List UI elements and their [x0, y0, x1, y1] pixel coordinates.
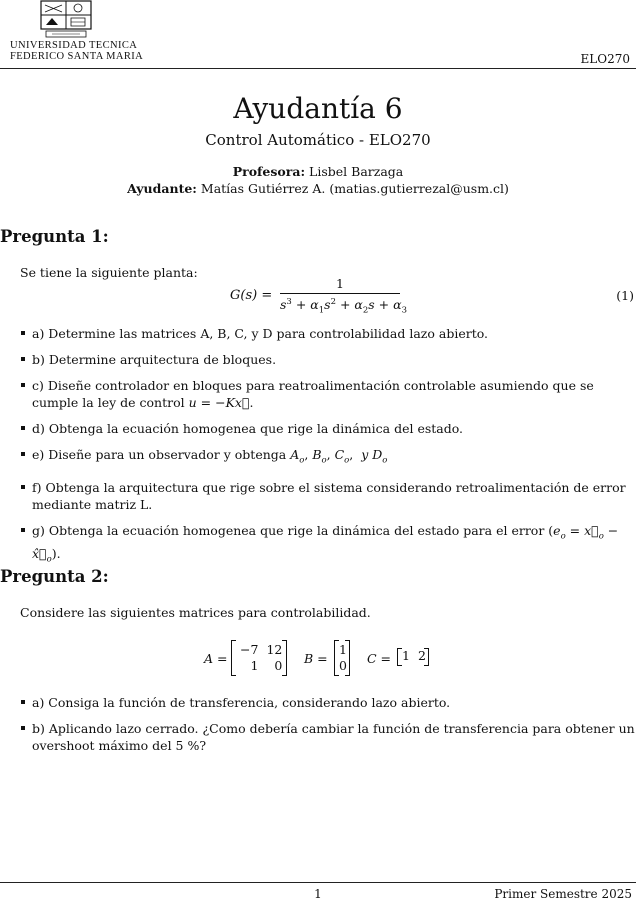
list-item-f: f) Obtenga la arquitectura que rige sobre el sistema considerando retroalimentación de error mediante matriz L. [20, 479, 636, 513]
professor-label: Profesora: [232, 164, 306, 179]
matrix-b-label: B = [304, 651, 328, 666]
assistant-line [0, 181, 636, 196]
question1-heading: Pregunta 1: [0, 227, 109, 246]
question1-list [20, 325, 636, 578]
list-item-e: e) Diseñe para un observador y obtenga $A_o$, $B_o$, $C_o$, y $D_o$ [20, 446, 636, 470]
list-item-b: b) Determine arquitectura de bloques. [20, 351, 636, 368]
list-item-c: c) Diseñe controlador en bloques para reatroalimentación controlable asumiendo que se cumple la ley de control u = −Kx⃗. [20, 377, 636, 411]
list-item-b: b) Aplicando lazo cerrado. ¿Como debería cambiar la función de transferencia para obtener un overshoot máximo del 5 %? [20, 720, 636, 754]
header-divider [0, 68, 636, 69]
document-title: Ayudantía 6 [233, 92, 403, 125]
matrix-a: −7 12 1 0 [231, 640, 287, 676]
matrix-c: 1 2 [397, 648, 429, 666]
equation-number: (1) [616, 288, 634, 303]
list-item-g: g) Obtenga la ecuación homogenea que rige la dinámica del estado para el error ($e_o$ = $x⃗_o$ − $x̂⃗_o$). [20, 522, 636, 569]
matrix-b: 1 0 [334, 640, 350, 676]
question2-heading: Pregunta 2: [0, 567, 109, 586]
assistant-label: Ayudante: [127, 181, 197, 196]
page-number: 1 [314, 887, 322, 901]
assistant-name: Matías Gutiérrez A. (matias.gutierrezal@usm.cl) [200, 181, 509, 196]
matrix-c-label: C = [367, 651, 392, 666]
course-code: ELO270 [580, 52, 630, 66]
semester-label: Primer Semestre 2025 [494, 887, 632, 901]
question2-intro: Considere las siguientes matrices para controlabilidad. [20, 605, 371, 620]
list-item-d: d) Obtenga la ecuación homogenea que rige la dinámica del estado. [20, 420, 636, 437]
footer-divider [0, 882, 636, 883]
professor-name: Lisbel Barzaga [309, 164, 404, 179]
equation-lhs: G(s) = [230, 288, 273, 303]
professor-line [0, 164, 636, 179]
question1-intro: Se tiene la siguiente planta: [20, 265, 198, 280]
matrix-a-label: A = [204, 651, 228, 666]
university-crest-icon [40, 0, 92, 38]
university-name-line2: FEDERICO SANTA MARIA [10, 51, 144, 62]
university-name-line1: UNIVERSIDAD TECNICA [10, 40, 138, 51]
list-item-a: a) Consiga la función de transferencia, considerando lazo abierto. [20, 694, 636, 711]
document-subtitle: Control Automático - ELO270 [205, 131, 431, 149]
list-item-a: a) Determine las matrices A, B, C, y D para controlabilidad lazo abierto. [20, 325, 636, 342]
equation-fraction: 1 $s^3 + \alpha_1s^2 + \alpha_2s + \alpha_3$ [280, 276, 407, 316]
question2-list [20, 694, 636, 763]
university-logo [6, 0, 144, 62]
